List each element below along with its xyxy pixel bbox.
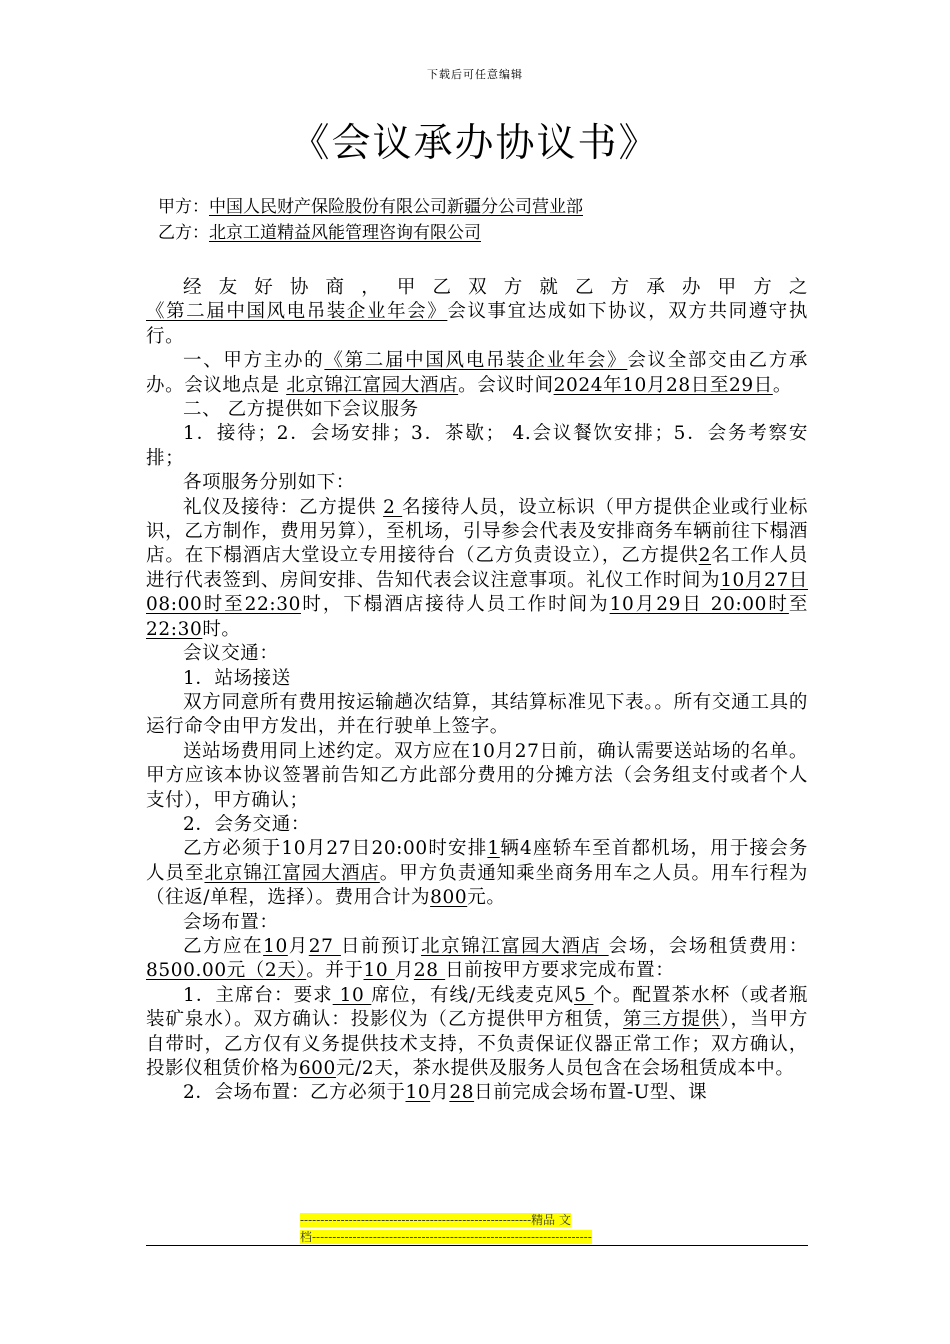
underlined-text: 800 — [430, 887, 468, 909]
paragraph — [146, 422, 808, 471]
underlined-text: 北京锦江富园大酒店 — [286, 374, 459, 396]
paragraph — [146, 398, 808, 422]
paragraph-text: 乙方必须于10月27日20:00时安排 — [183, 838, 488, 860]
underlined-text: 22:30 — [146, 618, 203, 640]
paragraph — [146, 911, 808, 935]
underlined-text: 北京锦江富园大酒店 — [421, 935, 609, 957]
paragraph-text: 礼仪及接待：乙方提供 — [183, 496, 384, 518]
paragraph — [146, 667, 808, 691]
paragraph-text: 二、 乙方提供如下会议服务 — [183, 399, 419, 421]
footer-watermark-line1: ---------------------------------------------------------精品 文 — [300, 1213, 571, 1227]
paragraph-text: 辆4座轿车至首都机场，用于接会务人员至 — [146, 838, 809, 884]
underlined-text: 2024年10月28日至29日 — [553, 374, 773, 396]
paragraph-text: 个。配置茶水杯（或者瓶装矿泉水）。双方确认：投影仪为（乙方提供甲方租赁， — [146, 984, 809, 1031]
paragraph-text: 元/2天，茶水提供及服务人员包含在会场租赁成本中。 — [335, 1058, 795, 1079]
paragraph-text: 。并于 — [306, 960, 364, 982]
paragraph-text: 会议全部交由乙方承办。会议地点是 — [146, 350, 808, 396]
party-a-name: 中国人民财产保险股份有限公司新疆分公司营业部 — [209, 197, 583, 217]
agreement-body — [146, 276, 808, 1106]
paragraph-text: 元。 — [467, 887, 506, 909]
footer-watermark-line2: 档--------------------------------------------------------------------- — [300, 1230, 592, 1244]
paragraph — [146, 349, 808, 398]
paragraph-text: 。 — [772, 374, 792, 396]
underlined-text: 10月29日 20:00时 — [609, 594, 789, 616]
underlined-text: 《第二届中国风电吊装企业年会》 — [146, 301, 448, 323]
underlined-text: 2 — [698, 545, 712, 567]
paragraph — [146, 837, 808, 910]
paragraph-text: 一、甲方主办的 — [183, 350, 325, 372]
paragraph-text: 双方同意所有费用按运输趟次结算，其结算标准见下表。。所有交通工具的运行命令由甲方发出，并在行驶单上签字。 — [146, 691, 808, 738]
paragraph — [146, 496, 808, 642]
party-b-name: 北京工道精益风能管理咨询有限公司 — [209, 223, 481, 243]
paragraph-text: 时。 — [202, 618, 241, 640]
paragraph-text: 1．接待；2．会场安排；3．茶歇； 4.会议餐饮安排；5．会务考察安排； — [146, 423, 808, 469]
party-b-label: 乙方： — [158, 223, 209, 243]
underlined-text: 5 — [574, 984, 594, 1006]
paragraph-text: 经友好协商，甲乙双方就乙方承办甲方之 — [183, 277, 808, 298]
paragraph-text: 。会议时间 — [458, 374, 554, 396]
paragraph-text: 月 — [394, 960, 414, 982]
header-note: 下载后可任意编辑 — [427, 68, 523, 81]
paragraph-text: 1．站场接送 — [183, 667, 291, 689]
underlined-text: 28 — [413, 960, 446, 982]
paragraph-text: 各项服务分别如下： — [183, 472, 355, 494]
paragraph — [146, 642, 808, 666]
paragraph-text: 乙方应在 — [183, 935, 264, 957]
paragraph — [146, 813, 808, 837]
paragraph-text: 2．会场布置：乙方必须于 — [183, 1082, 406, 1104]
paragraph — [146, 1081, 808, 1105]
paragraph — [146, 935, 808, 984]
paragraph-text: 2．会务交通： — [183, 813, 310, 835]
underlined-text: 10月27日 08:00时至22:30 — [146, 569, 808, 616]
underlined-text: 10 — [332, 984, 372, 1006]
underlined-text: 《第二届中国风电吊装企业年会》 — [324, 350, 628, 372]
paragraph-text: 时，下榻酒店接待人员工作时间为 — [300, 594, 610, 616]
underlined-text: 8500.00元（2天） — [146, 960, 307, 982]
paragraph-text: 日前预订 — [340, 935, 422, 957]
paragraph-text: 日前完成会场布置-U型、课 — [474, 1082, 708, 1104]
paragraph-text: 会场，会场租赁费用： — [608, 935, 808, 957]
paragraph — [146, 984, 808, 1082]
underlined-text: 600 — [298, 1058, 336, 1079]
paragraph-text: 会议交通： — [183, 643, 279, 665]
paragraph — [146, 740, 808, 813]
paragraph-text: 月 — [287, 935, 309, 957]
paragraph-text: 日前按甲方要求完成布置： — [445, 960, 675, 982]
paragraph-text: 会场布置： — [183, 911, 279, 933]
underlined-text: 10 — [405, 1082, 431, 1104]
paragraph-text: 1．主席台：要求 — [183, 984, 333, 1006]
paragraph-text: 席位，有线/无线麦克风 — [371, 984, 575, 1006]
underlined-text: 27 — [308, 935, 341, 957]
paragraph-text: 。甲方负责通知乘坐商务用车之人员。用车行程为（往返/单程，选择）。费用合计为 — [146, 862, 809, 909]
underlined-text: 北京锦江富园大酒店 — [204, 862, 380, 884]
paragraph — [146, 276, 808, 349]
footer-rule — [146, 1245, 808, 1246]
paragraph-text: 会议事宜达成如下协议，双方共同遵守执行。 — [146, 301, 808, 347]
underlined-text: 10 — [263, 935, 288, 957]
underlined-text: 2 — [383, 496, 403, 518]
paragraph-text: ），当甲方自带时，乙方仅有义务提供技术支持，不负责保证仪器正常工作；双方确认，投影仪租赁价格为 — [146, 1009, 808, 1079]
paragraph-text: 至 — [788, 594, 808, 616]
party-a-label: 甲方： — [158, 197, 209, 217]
paragraph — [146, 691, 808, 740]
paragraph — [146, 471, 808, 495]
footer-watermark — [300, 1212, 640, 1246]
paragraph-text: 送站场费用同上述约定。双方应在10月27日前，确认需要送站场的名单。甲方应该本协议签署前告知乙方此部分费用的分摊方法（会务组支付或者个人支付），甲方确认； — [146, 740, 808, 811]
paragraph-text: 名接待人员，设立标识（甲方提供企业或行业标识，乙方制作，费用另算），至机场，引导参会代表及安排商务车辆前往下榻酒店。在下榻酒店大堂设立专用接待台（乙方负责设立），乙方提供 — [146, 496, 808, 567]
party-b — [158, 218, 481, 243]
party-a — [158, 192, 583, 217]
underlined-text: 10 — [363, 960, 395, 982]
underlined-text: 第三方提供 — [623, 1009, 721, 1031]
paragraph-text: 月 — [430, 1082, 450, 1104]
paragraph-text: 名工作人员进行代表签到、房间安排、告知代表会议注意事项。礼仪工作时间为 — [146, 545, 808, 591]
document-title: 《会议承办协议书》 — [290, 121, 660, 166]
underlined-text: 1 — [487, 838, 500, 860]
underlined-text: 28 — [449, 1082, 475, 1104]
